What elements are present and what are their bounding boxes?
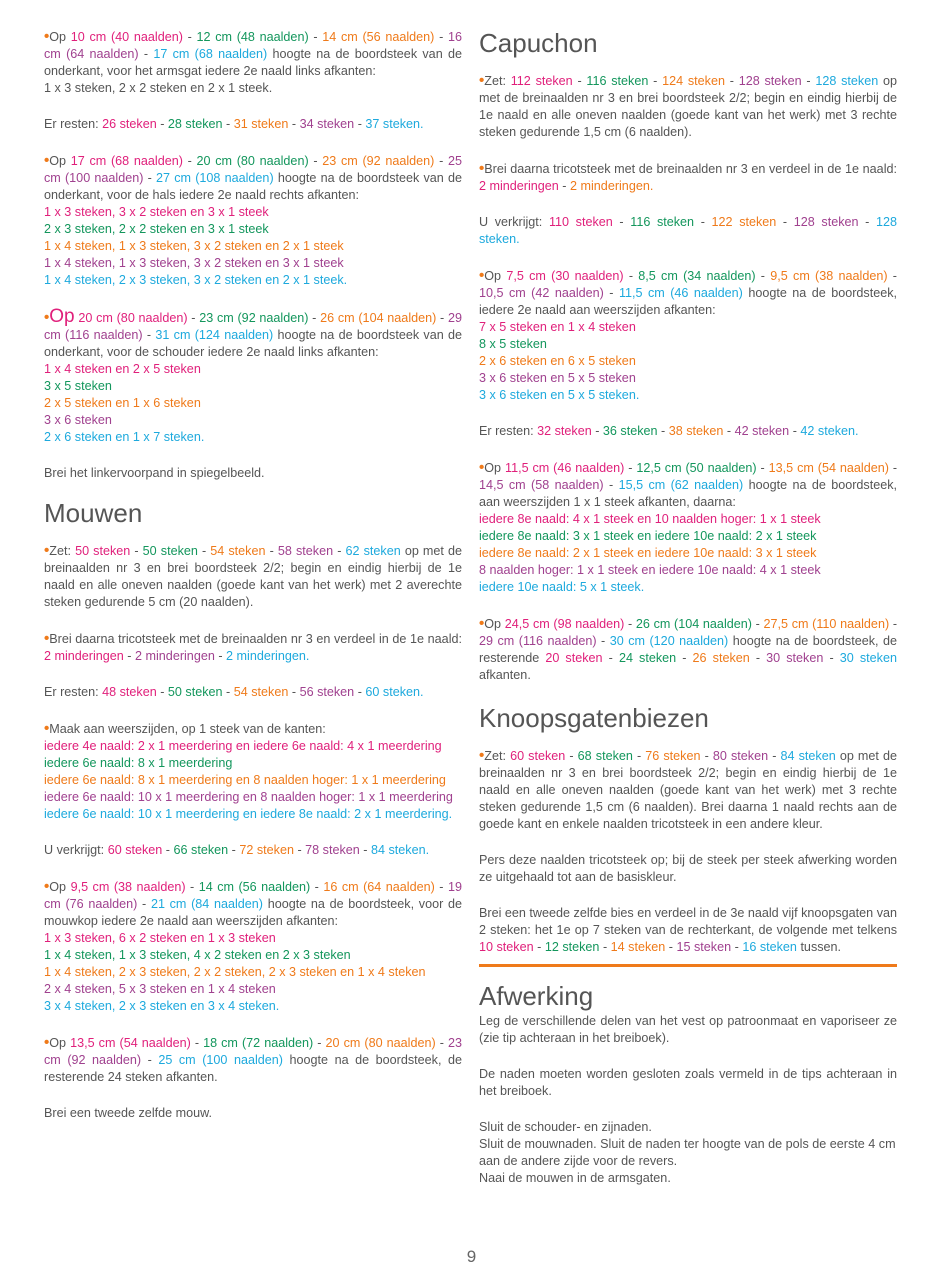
list-item: 1 x 4 steken, 1 x 3 steken, 3 x 2 steken en 3 x 1 steek: [44, 256, 344, 270]
bullet-icon: •: [44, 720, 50, 737]
capuchon-tricot: •Brei daarna tricotsteek met de breinaalden nr 3 en verdeel in de 1e naald: 2 minderingen - 2 minderingen.: [479, 160, 897, 193]
list-item: 2 x 3 steken, 2 x 2 steken en 3 x 1 steek: [44, 222, 269, 236]
list-item: iedere 6e naald: 8 x 1 meerdering en 8 naalden hoger: 1 x 1 meerdering: [44, 773, 446, 787]
list-item: Naai de mouwen in de armsgaten.: [479, 1171, 671, 1185]
knoop-zet: •Zet: 60 steken - 68 steken - 76 steken - 80 steken - 84 steken op met de breinaalden nr 3 en brei boordsteek 2/2; begin en eindig hierbij de 1e naald en alle oneven naalden (goede kant van het werk) met 3 rechte steken gedurende 1,5 cm (6 naalden). Brei daarna 1 naald rechts aan de goede kant en enkele naalden tricotsteek in een andere kleur.: [479, 747, 898, 831]
bullet-icon: •: [479, 267, 485, 284]
list-item: iedere 8e naald: 2 x 1 steek en iedere 10e naald: 3 x 1 steek: [479, 546, 817, 560]
list-item: 3 x 6 steken en 5 x 5 steken.: [479, 388, 640, 402]
list-item: 3 x 6 steken: [44, 413, 112, 427]
list-item: Sluit de mouwnaden. Sluit de naden ter hoogte van de pols de eerste 4 cm aan de andere zijde voor de revers.: [479, 1137, 896, 1168]
list-item: 3 x 4 steken, 2 x 3 steken en 3 x 4 steken.: [44, 999, 280, 1013]
bullet-icon: •: [44, 878, 50, 895]
pers-note: Pers deze naalden tricotsteek op; bij de steek per steek afwerking worden ze uitgehaald tot aan de basiskleur.: [479, 853, 897, 884]
bullet-icon: •: [479, 72, 485, 89]
bullet-icon: •: [479, 747, 485, 764]
heading-afwerking: Afwerking: [479, 981, 594, 1011]
verkrijgt-1: U verkrijgt: 60 steken - 66 steken - 72 steken - 78 steken - 84 steken.: [44, 843, 430, 857]
list-item: iedere 6e naald: 10 x 1 meerdering en 8 naalden hoger: 1 x 1 meerdering: [44, 790, 453, 804]
mouwkop-instruction: •Op 9,5 cm (38 naalden) - 14 cm (56 naalden) - 16 cm (64 naalden) - 19 cm (76 naalden) - 21 cm (84 naalden) hoogte na de boordsteek, voor de mouwkop iedere 2e naald aan weerszijden afkanten: 1 x 3 steken, 6 x 2 steken en 1 x 3 steken 1 x 4 steken, 1 x 3 steken, 4 x 2 steken en 2 x 3 steken 1 x 4 steken, 2 x 3 steken, 2 x 2 steken, 2 x 3 steken en 1 x 4 steken 2 x 4 steken, 5 x 3 steken en 1 x 4 steken 3 x 4 steken, 2 x 3 steken en 3 x 4 steken.: [44, 878, 462, 1013]
list-item: 2 x 5 steken en 1 x 6 steken: [44, 396, 201, 410]
list-item: iedere 6e naald: 8 x 1 meerdering: [44, 756, 233, 770]
list-item: 1 x 4 steken, 1 x 3 steken, 4 x 2 steken en 2 x 3 steken: [44, 948, 351, 962]
hals-instruction: •Op 17 cm (68 naalden) - 20 cm (80 naalden) - 23 cm (92 naalden) - 25 cm (100 naalden) - 27 cm (108 naalden) hoogte na de boordsteek van de onderkant, voor de hals iedere 2e naald rechts afkanten: 1 x 3 steken, 3 x 2 steken en 3 x 1 steek 2 x 3 steken, 2 x 2 steken en 3 x 1 steek 1 x 4 steken, 1 x 3 steken, 3 x 2 steken en 2 x 1 steek 1 x 4 steken, 1 x 3 steken, 3 x 2 steken en 3 x 1 steek 1 x 4 steken, 2 x 3 steken, 3 x 2 steken en 2 x 1 steek.: [44, 152, 463, 287]
heading-knoopsgatenbiezen: Knoopsgatenbiezen: [479, 703, 709, 733]
mouwen-zet: •Zet: 50 steken - 50 steken - 54 steken - 58 steken - 62 steken op met de breinaalden nr 3 en brei boordsteek 2/2; begin en eindig hierbij de 1e naald en alle oneven naalden (goede kant van het werk) met 2 averechte steken gedurende 5 cm (20 naalden).: [44, 542, 463, 609]
right-column: [479, 28, 897, 1206]
list-item: 1 x 4 steken, 2 x 3 steken, 3 x 2 steken en 2 x 1 steek.: [44, 273, 348, 287]
list-item: iedere 8e naald: 4 x 1 steek en 10 naalden hoger: 1 x 1 steek: [479, 512, 821, 526]
list-item: iedere 8e naald: 3 x 1 steek en iedere 10e naald: 2 x 1 steek: [479, 529, 817, 543]
heading-capuchon: Capuchon: [479, 28, 598, 58]
list-item: 1 x 4 steken, 2 x 3 steken, 2 x 2 steken, 2 x 3 steken en 1 x 4 steken: [44, 965, 426, 979]
section-divider: [479, 964, 897, 967]
verkrijgt-2: U verkrijgt: 110 steken - 116 steken - 122 steken - 128 steken - 128 steken.: [479, 215, 897, 246]
bullet-icon: •: [479, 459, 485, 476]
list-item: 1 x 3 steken, 3 x 2 steken en 3 x 1 steek: [44, 205, 269, 219]
bullet-icon: •: [44, 28, 50, 45]
list-item: 1 x 4 steken en 2 x 5 steken: [44, 362, 201, 376]
list-item: iedere 6e naald: 10 x 1 meerdering en iedere 8e naald: 2 x 1 meerdering.: [44, 807, 453, 821]
list-item: iedere 4e naald: 2 x 1 meerdering en iedere 6e naald: 4 x 1 meerdering: [44, 739, 442, 753]
afwerking-2: De naden moeten worden gesloten zoals vermeld in de tips achteraan in het breiboek.: [479, 1067, 897, 1098]
rest-1: Er resten: 26 steken - 28 steken - 31 steken - 34 steken - 37 steken.: [44, 117, 424, 131]
bullet-icon: •: [44, 309, 50, 326]
knoopsgaten-note: Brei een tweede zelfde bies en verdeel in de 3e naald vijf knoopsgaten van 2 steken: het 1e op 7 steken van de rechterkant, de volgende met telkens 10 steken - 12 steken - 14 steken - 15 steken - 16 steken tussen.: [479, 906, 897, 954]
heading-mouwen: Mouwen: [44, 498, 143, 528]
list-item: 2 x 6 steken en 1 x 7 steken.: [44, 430, 205, 444]
list-item: iedere 10e naald: 5 x 1 steek.: [479, 580, 645, 594]
list-item: 8 x 5 steken: [479, 337, 547, 351]
capuchon-zet: •Zet: 112 steken - 116 steken - 124 steken - 128 steken - 128 steken op met de breinaalden nr 3 en brei boordsteek 2/2; begin en eindig hierbij de 1e naald en alle oneven naalden (goede kant van het werk) met 3 rechte steken gedurende 1,5 cm (6 naalden).: [479, 72, 898, 139]
list-item: 3 x 6 steken en 5 x 5 steken: [479, 371, 636, 385]
bullet-icon: •: [44, 152, 50, 169]
schouder-instruction: •Op 20 cm (80 naalden) - 23 cm (92 naalden) - 26 cm (104 naalden) - 29 cm (116 naalden) - 31 cm (124 naalden) hoogte na de boordsteek van de onderkant, voor de schouder iedere 2e naald links afkanten: 1 x 4 steken en 2 x 5 steken 3 x 5 steken 2 x 5 steken en 1 x 6 steken 3 x 6 steken 2 x 6 steken en 1 x 7 steken.: [44, 306, 463, 444]
bullet-icon: •: [479, 615, 485, 632]
rest-3: Er resten: 32 steken - 36 steken - 38 steken - 42 steken - 42 steken.: [479, 424, 859, 438]
left-column: [44, 28, 462, 1141]
list-item: Sluit de schouder- en zijnaden.: [479, 1120, 652, 1134]
mouwen-tricot: •Brei daarna tricotsteek met de breinaalden nr 3 en verdeel in de 1e naald: 2 minderingen - 2 minderingen - 2 minderingen.: [44, 630, 462, 663]
list-item: 2 x 6 steken en 6 x 5 steken: [479, 354, 636, 368]
list-item: 1 x 4 steken, 1 x 3 steken, 3 x 2 steken en 2 x 1 steek: [44, 239, 344, 253]
second-sleeve: Brei een tweede zelfde mouw.: [44, 1106, 213, 1120]
bullet-icon: •: [44, 542, 50, 559]
meerdering-instruction: •Maak aan weerszijden, op 1 steek van de kanten: iedere 4e naald: 2 x 1 meerdering en iedere 6e naald: 4 x 1 meerdering iedere 6e naald: 8 x 1 meerdering iedere 6e naald: 8 x 1 meerdering en 8 naalden hoger: 1 x 1 meerdering iedere 6e naald: 10 x 1 meerdering en 8 naalden hoger: 1 x 1 meerdering iedere 6e naald: 10 x 1 meerdering en iedere 8e naald: 2 x 1 meerdering.: [44, 720, 462, 823]
page-number: 9: [466, 1247, 477, 1266]
list-item: 3 x 5 steken: [44, 379, 112, 393]
list-item: 2 x 4 steken, 5 x 3 steken en 1 x 4 steken: [44, 982, 276, 996]
rest-2: Er resten: 48 steken - 50 steken - 54 steken - 56 steken - 60 steken.: [44, 685, 424, 699]
bullet-icon: •: [44, 1034, 50, 1051]
list-item: 8 naalden hoger: 1 x 1 steek en iedere 10e naald: 4 x 1 steek: [479, 563, 821, 577]
capuchon-mindering: •Op 11,5 cm (46 naalden) - 12,5 cm (50 naalden) - 13,5 cm (54 naalden) - 14,5 cm (58 naalden) - 15,5 cm (62 naalden) hoogte na de boordsteek, aan weerszijden 1 x 1 steek afkanten, daarna: iedere 8e naald: 4 x 1 steek en 10 naalden hoger: 1 x 1 steek iedere 8e naald: 3 x 1 steek en iedere 10e naald: 2 x 1 steek iedere 8e naald: 2 x 1 steek en iedere 10e naald: 3 x 1 steek 8 naalden hoger: 1 x 1 steek en iedere 10e naald: 4 x 1 steek iedere 10e naald: 5 x 1 steek.: [479, 459, 898, 594]
list-item: 7 x 5 steken en 1 x 4 steken: [479, 320, 636, 334]
bullet-icon: •: [44, 630, 50, 647]
mirror-note: Brei het linkervoorpand in spiegelbeeld.: [44, 466, 265, 480]
afwerking-1: Leg de verschillende delen van het vest op patroonmaat en vaporiseer ze (zie tip achteraan in het breiboek).: [479, 1014, 897, 1045]
bullet-icon: •: [479, 160, 485, 177]
afwerking-3: [479, 1119, 897, 1187]
capuchon-afkanten: •Op 7,5 cm (30 naalden) - 8,5 cm (34 naalden) - 9,5 cm (38 naalden) - 10,5 cm (42 naalden) - 11,5 cm (46 naalden) hoogte na de boordsteek, iedere 2e naald aan weerszijden afkanten: 7 x 5 steken en 1 x 4 steken 8 x 5 steken 2 x 6 steken en 6 x 5 steken 3 x 6 steken en 5 x 5 steken 3 x 6 steken en 5 x 5 steken.: [479, 267, 898, 402]
list-item: 1 x 3 steken, 6 x 2 steken en 1 x 3 steken: [44, 931, 276, 945]
armsgat-instruction: •Op 10 cm (40 naalden) - 12 cm (48 naalden) - 14 cm (56 naalden) - 16 cm (64 naalden) - 17 cm (68 naalden) hoogte na de boordsteek van de onderkant, voor het armsgat iedere 2e naald links afkanten: 1 x 3 steken, 2 x 2 steken en 2 x 1 steek.: [44, 28, 462, 95]
capuchon-einde: •Op 24,5 cm (98 naalden) - 26 cm (104 naalden) - 27,5 cm (110 naalden) - 29 cm (116 naalden) - 30 cm (120 naalden) hoogte na de boordsteek, de resterende 20 steken - 24 steken - 26 steken - 30 steken - 30 steken afkanten.: [479, 615, 898, 682]
mouw-afkanten: •Op 13,5 cm (54 naalden) - 18 cm (72 naalden) - 20 cm (80 naalden) - 23 cm (92 naalden) - 25 cm (100 naalden) hoogte na de boordsteek, de resterende 24 steken afkanten.: [44, 1034, 463, 1084]
